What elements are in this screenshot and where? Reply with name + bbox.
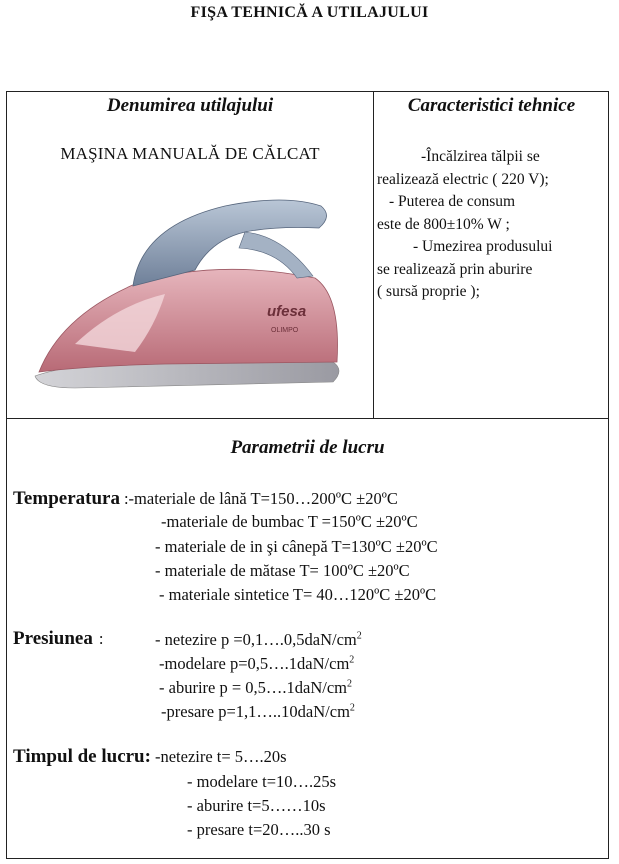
pressure-item-text: -presare p=1,1…..10daN/cm [161, 702, 350, 721]
spec-line: -Încălzirea tălpii se [421, 148, 540, 165]
work-time-label: Timpul de lucru [13, 746, 145, 767]
temperature-item: -materiale de lână T=150…200ºC ±20ºC [128, 489, 398, 508]
pressure-item-text: -modelare p=0,5….1daN/cm [159, 654, 350, 673]
temperature-label: Temperatura [13, 488, 120, 509]
pressure-label: Presiunea [13, 628, 93, 649]
pressure-item-text: - netezire p =0,1….0,5daN/cm [155, 630, 357, 649]
pressure-item-unit-exponent: 2 [356, 630, 362, 642]
temperature-sep: : [123, 489, 129, 508]
spec-table [6, 91, 609, 859]
pressure-item [155, 630, 362, 650]
work-time-item: - presare t=20…..30 s [187, 820, 331, 839]
temperature-item: -materiale de bumbac T =150ºC ±20ºC [161, 512, 418, 531]
params-title: Parametrii de lucru [230, 437, 385, 458]
pressure-item-unit-exponent: 2 [349, 654, 355, 666]
work-time-item: -netezire t= 5….20s [154, 747, 287, 766]
pressure-row-1 [13, 628, 103, 650]
temperature-item: - materiale de in şi cânepă T=130ºC ±20ºC [155, 537, 438, 556]
work-time-row-1 [13, 746, 287, 768]
pressure-sep: : [98, 629, 104, 648]
steam-iron-photo [15, 166, 353, 406]
temperature-item: - materiale sintetice T= 40…120ºC ±20ºC [159, 585, 437, 604]
pressure-item [161, 702, 355, 722]
pressure-item-text: - aburire p = 0,5….1daN/cm [159, 678, 348, 697]
document-title: FIŞA TEHNICĂ A UTILAJULUI [190, 4, 429, 21]
technical-specs-header: Caracteristici tehnice [407, 95, 576, 116]
equipment-name-header: Denumirea utilajului [106, 95, 274, 116]
row-divider [7, 418, 608, 419]
equipment-name: MAŞINA MANUALĂ DE CĂLCAT [60, 144, 320, 163]
iron-brand-text: ufesa [267, 303, 307, 320]
pressure-item [159, 678, 352, 698]
spec-line: - Umezirea produsului [413, 238, 553, 255]
work-time-sep: : [144, 746, 151, 767]
spec-line: - Puterea de consum [389, 193, 516, 210]
technical-specs [377, 146, 606, 304]
temperature-item: - materiale de mătase T= 100ºC ±20ºC [155, 561, 410, 580]
work-time-item: - modelare t=10….25s [187, 772, 337, 791]
spec-line: este de 800±10% W ; [377, 215, 510, 233]
spec-line: realizează electric ( 220 V); [377, 170, 549, 188]
iron-model-text: OLIMPO [271, 327, 299, 334]
column-divider [373, 92, 374, 418]
pressure-item [159, 654, 354, 674]
spec-line: se realizează prin aburire [377, 260, 533, 278]
spec-line: ( sursă proprie ); [377, 283, 480, 300]
pressure-item-unit-exponent: 2 [349, 702, 355, 714]
pressure-item-unit-exponent: 2 [347, 678, 353, 690]
work-time-item: - aburire t=5……10s [187, 796, 326, 815]
temperature-row-1 [13, 488, 398, 510]
